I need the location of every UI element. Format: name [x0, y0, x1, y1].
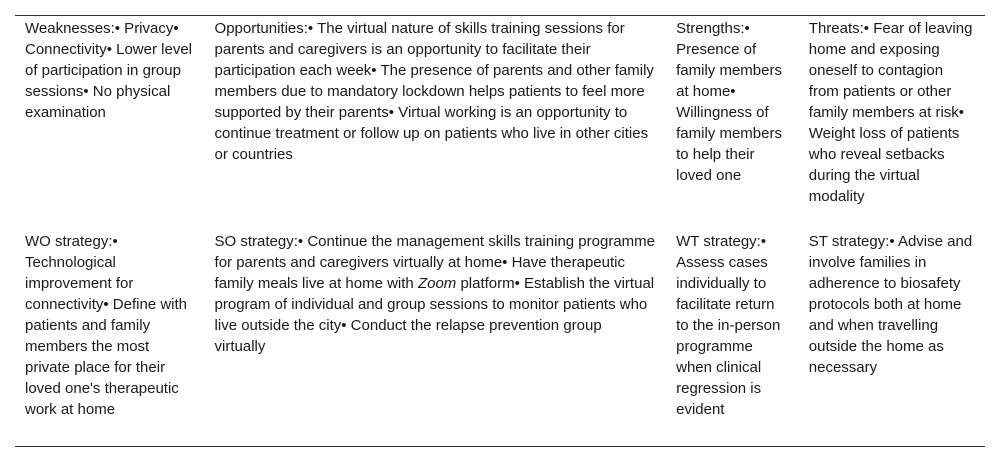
threats-cell: Threats:• Fear of leaving home and exposing oneself to contagion from patients or other family members at risk• Weight loss of patients who reveal setbacks during the virtual modality [808, 20, 973, 205]
opportunities-cell: Opportunities:• The virtual nature of skills training sessions for parents and caregivers is an opportunity to facilitate their participation each week• The presence of parents and other family members due to mandatory lockdown helps patients to feel more supported by their parents• Virtual working is an opportunity to continue treatment or follow up on patients who live in other cities or countries [214, 20, 654, 163]
so-strategy-cell [205, 229, 667, 447]
zoom-emphasis: Zoom [417, 275, 457, 292]
wo-strategy-cell: WO strategy:• Technological improvement for connectivity• Define with patients and family members the most private place for their loved one's therapeutic work at home [25, 233, 187, 418]
table-row [15, 16, 985, 230]
strengths-cell: Strengths:• Presence of family members at home• Willingness of family members to help their loved one [676, 20, 782, 184]
st-strategy-cell: ST strategy:• Advise and involve families in adherence to biosafety protocols both at home and when travelling outside the home as necessary [808, 233, 973, 376]
so-strategy-text-after: platform• Establish the virtual program of individual and group sessions to monitor patients who live outside the city• Conduct the relapse prevention group virtually [214, 275, 655, 355]
wt-strategy-cell: WT strategy:• Assess cases individually to facilitate return to the in-person programme when clinical regression is evident [676, 233, 781, 418]
table-row [15, 229, 985, 447]
swot-table [15, 15, 985, 447]
so-strategy-text-before: SO strategy:• Continue the management skills training programme for parents and caregivers virtually at home• Have therapeutic family meals live at home with [214, 233, 655, 292]
weaknesses-cell: Weaknesses:• Privacy• Connectivity• Lower level of participation in group sessions• No physical examination [25, 20, 192, 121]
